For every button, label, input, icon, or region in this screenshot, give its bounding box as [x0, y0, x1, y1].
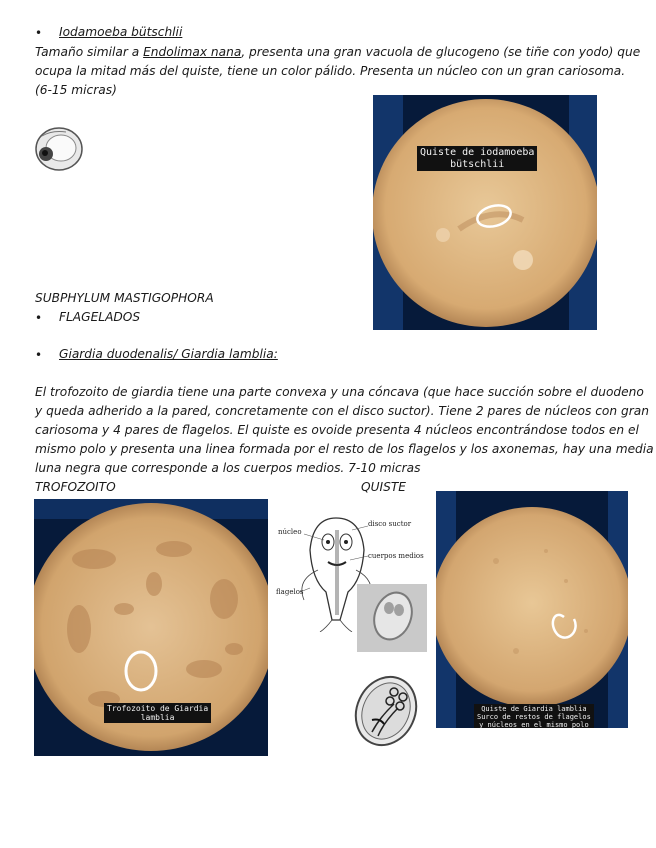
paragraph-line: y queda adherido a la pared, concretamente con el disco suctor). Tiene 2 pares de núcleos con gran	[35, 404, 649, 418]
heading-iodamoeba: Iodamoeba bütschlii	[59, 25, 183, 39]
paragraph-line: (6-15 micras)	[35, 83, 117, 97]
photo-caption	[474, 704, 594, 728]
paragraph-line: mismo polo y presenta una linea formada por el resto de los flagelos y los axonemas, hay una media	[35, 442, 654, 456]
paragraph-line: ocupa la mitad más del quiste, tiene un color pálido. Presenta un núcleo con un gran cariosoma.	[35, 64, 626, 78]
photo-caption	[417, 146, 537, 171]
giardia-greyscale-photo	[357, 584, 427, 652]
photo-caption	[104, 703, 211, 723]
giardia-cyst-micrograph	[436, 491, 628, 728]
diagram-label-cuerpos: cuerpos medios	[368, 552, 424, 560]
diagram-label-flagelos: flagelos	[276, 588, 304, 596]
caption-line: Quiste de Giardia lamblia	[481, 705, 587, 713]
giardia-trophozoite-micrograph	[34, 499, 268, 756]
caption-line: y núcleos en el mismo polo	[479, 721, 589, 728]
caption-line: lamblia	[140, 713, 175, 723]
label-quiste: QUISTE	[361, 480, 406, 494]
bullet: •	[35, 311, 43, 325]
caption-line: Trofozoito de Giardia	[107, 704, 209, 713]
caption-line: Quiste de iodamoeba	[420, 147, 535, 158]
giardia-cyst-drawing	[350, 672, 422, 750]
caption-line: bütschlii	[450, 158, 505, 170]
iodamoeba-micrograph	[373, 95, 597, 330]
bullet: •	[35, 26, 43, 40]
text-segment: , presenta una gran vacuola de glucogeno (se tiñe con yodo) que	[241, 45, 641, 59]
paragraph-line: luna negra que corresponde a los cuerpos medios. 7-10 micras	[35, 461, 421, 475]
paragraph-line: cariosoma y 4 pares de flagelos. El quiste es ovoide presenta 4 núcleos encontrándose todos en el	[35, 423, 639, 437]
paragraph-line: El trofozoito de giardia tiene una parte convexa y una cóncava (que hace succión sobre el duodeno	[35, 385, 644, 399]
term-endolimax: Endolimax nana	[143, 45, 242, 59]
text-segment: Tamaño similar a	[35, 45, 144, 59]
iodamoeba-cyst-drawing	[32, 124, 86, 174]
caption-line: Surco de restos de flagelos	[477, 713, 591, 722]
diagram-label-nucleo: núcleo	[278, 528, 302, 536]
heading-giardia: Giardia duodenalis/ Giardia lamblia:	[59, 347, 278, 361]
diagram-label-disco: disco suctor	[368, 520, 412, 528]
flagelados-label: FLAGELADOS	[59, 310, 141, 324]
bullet: •	[35, 348, 43, 362]
subphylum-label: SUBPHYLUM MASTIGOPHORA	[35, 291, 214, 305]
label-trofozoito: TROFOZOITO	[35, 480, 116, 494]
paragraph-line	[35, 43, 640, 62]
